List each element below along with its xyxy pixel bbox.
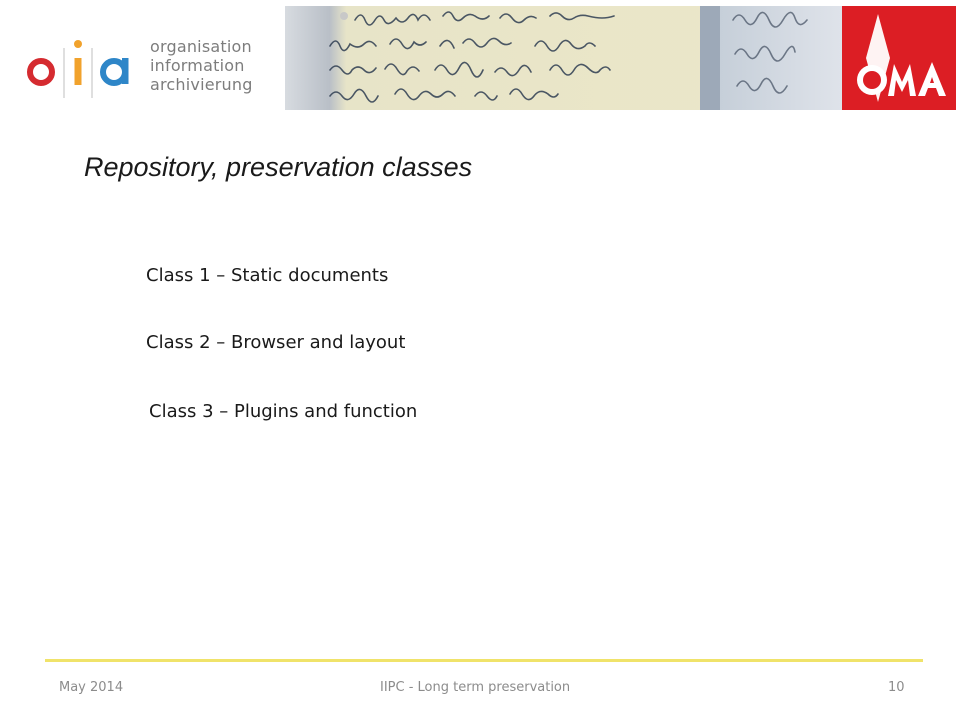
page-number: 10	[888, 680, 905, 695]
footer-date: May 2014	[59, 680, 124, 695]
footer-title: IIPC - Long term preservation	[380, 680, 571, 695]
logo-line-archivierung: archivierung	[150, 75, 253, 94]
oia-logo-text	[150, 37, 253, 94]
class-item-1: Class 1 – Static documents	[146, 265, 389, 286]
logo-line-organisation: organisation	[150, 37, 252, 56]
slide-title: Repository, preservation classes	[84, 152, 473, 182]
handwritten-letter-image	[285, 6, 842, 110]
oma-logo-icon	[842, 6, 956, 110]
logo-line-information: information	[150, 56, 245, 75]
class-item-3: Class 3 – Plugins and function	[149, 401, 418, 422]
footer-divider	[45, 659, 923, 662]
class-item-2: Class 2 – Browser and layout	[146, 332, 406, 353]
